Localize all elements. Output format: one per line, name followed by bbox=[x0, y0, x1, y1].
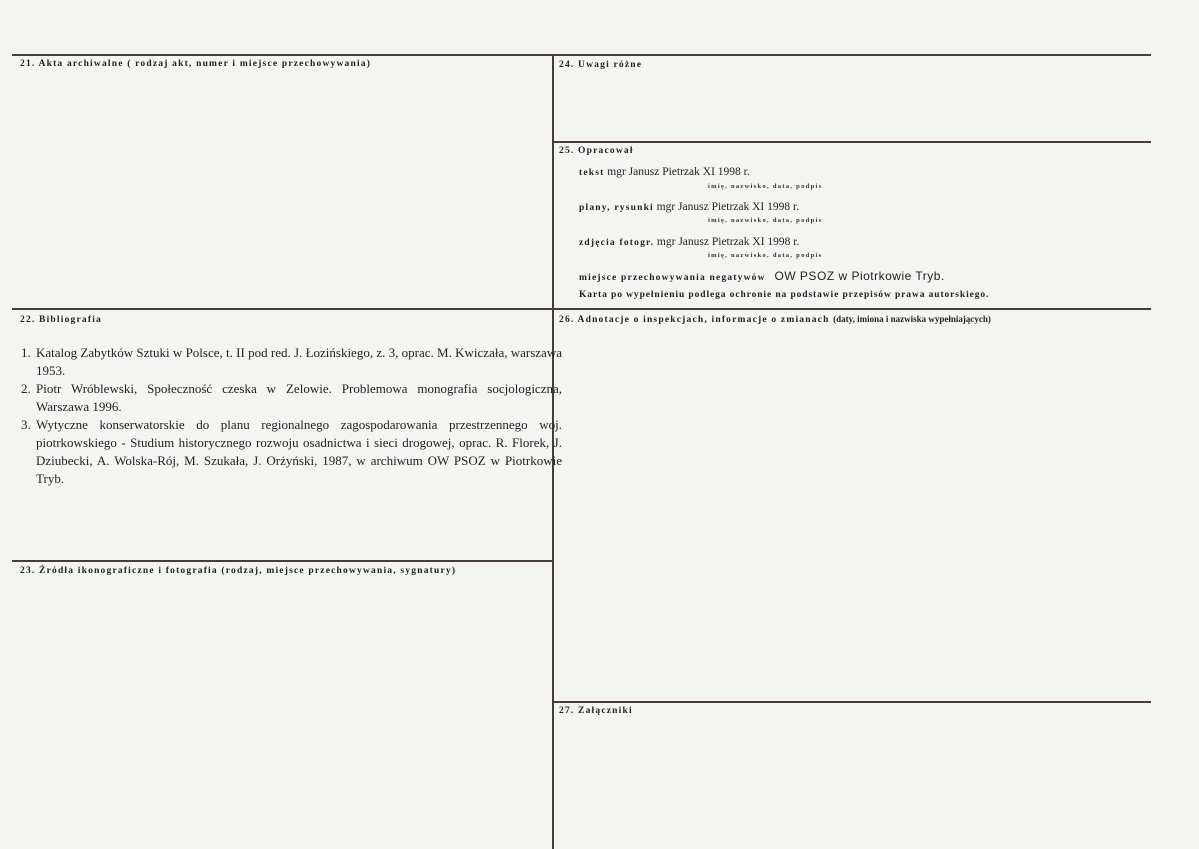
negatives-location-label: miejsce przechowywania negatywów bbox=[579, 273, 766, 283]
author-row-caption: imię, nazwisko, data, podpis bbox=[708, 217, 823, 224]
section-23-label: 23. Źródła ikonograficzne i fotografia (rodzaj, miejsce przechowywania, sygnatury) bbox=[20, 566, 457, 576]
author-row-value: mgr Janusz Pietrzak XI 1998 r. bbox=[656, 236, 800, 248]
section-22-label: 22. Bibliografia bbox=[20, 315, 103, 325]
author-row-caption: imię, nazwisko, data, podpis bbox=[708, 183, 823, 190]
section-25-label: 25. Opracował bbox=[559, 146, 634, 156]
section-26-note: (daty, imiona i nazwiska wypełniających) bbox=[833, 314, 991, 324]
author-row-text bbox=[579, 166, 750, 178]
divider-27 bbox=[552, 701, 1151, 703]
negatives-location-value: OW PSOZ w Piotrkowie Tryb. bbox=[774, 269, 945, 283]
author-row-label: plany, rysunki bbox=[579, 203, 654, 213]
author-row-plans bbox=[579, 201, 799, 213]
section-24-label: 24. Uwagi różne bbox=[559, 60, 643, 70]
author-row-value: mgr Janusz Pietrzak XI 1998 r. bbox=[607, 166, 750, 178]
bibliography-item: 3. Wytyczne konserwatorskie do planu regionalnego zagospodarowania przestrzennego woj. piotrkowskiego - Studium historycznego rozwoju osadnictwa i sieci drogowej, oprac. R. Florek, J. Dziubecki, A. Wolska-Rój, M. Szukała, J. Orżyński, 1987, w archiwum OW PSOZ w Piotrkowie Tryb. bbox=[34, 416, 562, 488]
negatives-location-row bbox=[579, 269, 945, 283]
author-row-label: tekst bbox=[579, 168, 605, 178]
author-row-label: zdjęcia fotogr. bbox=[579, 238, 655, 248]
bibliography-item: 2. Piotr Wróblewski, Społeczność czeska w Zelowie. Problemowa monografia socjologiczna, Warszawa 1996. bbox=[34, 380, 562, 416]
bibliography-item: 1. Katalog Zabytków Sztuki w Polsce, t. II pod red. J. Łozińskiego, z. 3, oprac. M. Kwiczała, warszawa 1953. bbox=[34, 344, 562, 380]
author-row-photos bbox=[579, 236, 799, 248]
section-26-title: 26. Adnotacje o inspekcjach, informacje o zmianach bbox=[559, 315, 830, 325]
section-27-label: 27. Załączniki bbox=[559, 706, 633, 716]
top-border-line bbox=[12, 54, 1151, 56]
bibliography-list bbox=[20, 344, 562, 488]
divider-25 bbox=[552, 141, 1151, 143]
divider-22-26 bbox=[12, 308, 1151, 310]
section-26-label bbox=[559, 314, 991, 325]
author-row-value: mgr Janusz Pietrzak XI 1998 r. bbox=[656, 201, 800, 213]
divider-23 bbox=[12, 560, 554, 562]
author-row-caption: imię, nazwisko, data, podpis bbox=[708, 252, 823, 259]
copyright-note: Karta po wypełnieniu podlega ochronie na podstawie przepisów prawa autorskiego. bbox=[579, 290, 990, 300]
section-21-label: 21. Akta archiwalne ( rodzaj akt, numer i miejsce przechowywania) bbox=[20, 59, 372, 69]
